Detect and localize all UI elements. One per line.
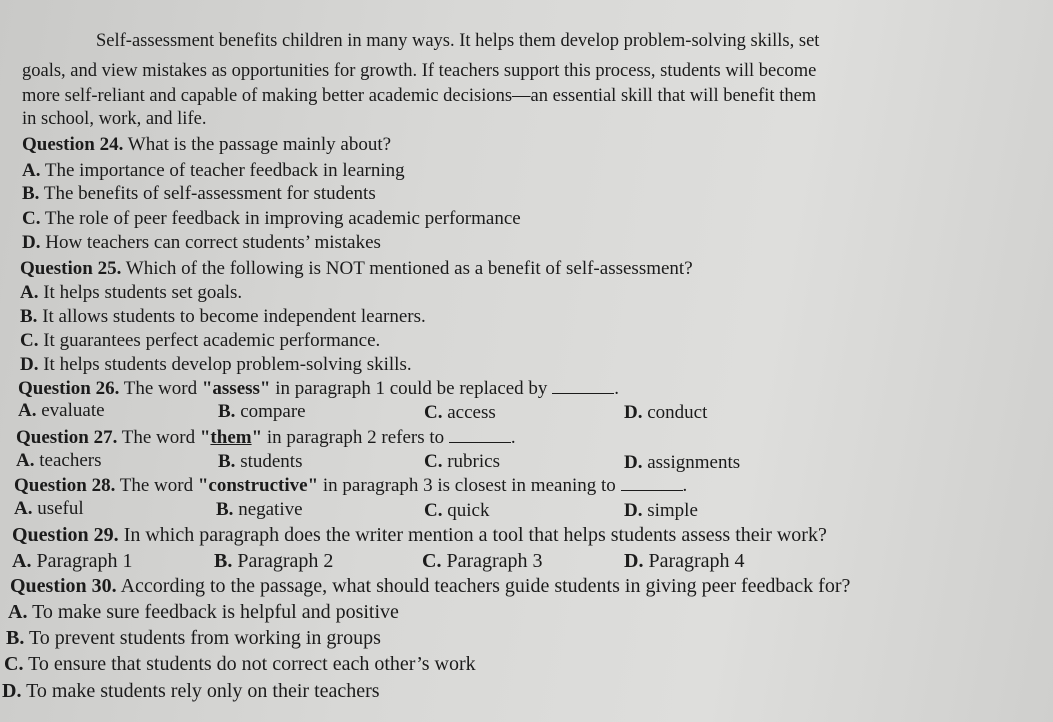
question-29-text: In which paragraph does the writer mention a tool that helps students assess their work? [118, 524, 827, 546]
q24-option-c: C. The role of peer feedback in improving academic performance [22, 208, 521, 229]
q28-option-c: C. quick [424, 500, 490, 521]
q28-option-d: D. simple [624, 500, 698, 521]
q25-option-a: A. It helps students set goals. [20, 282, 243, 303]
q27-option-d: D. assignments [624, 452, 741, 473]
question-27-number: Question 27. [16, 427, 118, 448]
question-30-number: Question 30. [10, 575, 117, 597]
q29-option-c: C. Paragraph 3 [422, 550, 543, 572]
question-27: Question 27. The word "them" in paragraph 2 refers to . [16, 427, 516, 448]
question-28: Question 28. The word "constructive" in paragraph 3 is closest in meaning to . [14, 475, 688, 496]
q27-option-b: B. students [218, 451, 303, 472]
question-29-number: Question 29. [12, 524, 119, 546]
question-25 [20, 258, 693, 280]
q24-option-a: A. The importance of teacher feedback in learning [22, 160, 405, 181]
question-28-keyword: "constructive" [197, 475, 319, 496]
question-28-number: Question 28. [14, 475, 116, 496]
question-27-keyword: them [210, 427, 252, 448]
question-25-number: Question 25. [20, 258, 122, 279]
passage-line-2: goals, and view mistakes as opportunities for growth. If teachers support this process, students will become [22, 61, 817, 81]
question-24-number: Question 24. [22, 134, 124, 155]
q30-option-c: C. To ensure that students do not correct each other’s work [4, 653, 476, 675]
question-24 [22, 134, 391, 156]
q29-option-d: D. Paragraph 4 [624, 550, 745, 572]
q29-option-b: B. Paragraph 2 [214, 550, 334, 572]
question-26-keyword: "assess" [201, 378, 271, 399]
question-24-text: What is the passage mainly about? [123, 134, 392, 155]
q26-option-a: A. evaluate [18, 400, 105, 421]
question-26-number: Question 26. [18, 378, 120, 399]
q30-option-b: B. To prevent students from working in groups [6, 627, 381, 649]
q27-option-c: C. rubrics [424, 451, 500, 472]
q26-option-c: C. access [424, 402, 496, 423]
question-30 [10, 575, 850, 597]
q26-option-b: B. compare [218, 401, 306, 422]
q24-option-b: B. The benefits of self-assessment for students [22, 183, 376, 204]
q26-option-d: D. conduct [624, 402, 708, 423]
answer-blank-27 [449, 428, 511, 443]
question-26: Question 26. The word "assess" in paragraph 1 could be replaced by . [18, 378, 619, 399]
q24-option-d: D. How teachers can correct students’ mistakes [22, 232, 381, 253]
q25-option-c: C. It guarantees perfect academic performance. [20, 330, 381, 351]
q30-option-a: A. To make sure feedback is helpful and positive [8, 601, 399, 623]
q29-option-a: A. Paragraph 1 [12, 550, 133, 572]
passage-line-1: Self-assessment benefits children in many ways. It helps them develop problem-solving skills, set [96, 31, 820, 51]
answer-blank-28 [621, 476, 683, 491]
q28-option-b: B. negative [216, 499, 303, 520]
q30-option-d: D. To make students rely only on their teachers [2, 680, 380, 702]
question-29 [12, 524, 827, 546]
question-30-text: According to the passage, what should teachers guide students in giving peer feedback for? [116, 575, 851, 597]
question-25-text: Which of the following is NOT mentioned as a benefit of self-assessment? [121, 258, 693, 279]
q25-option-d: D. It helps students develop problem-solving skills. [20, 354, 412, 375]
q25-option-b: B. It allows students to become independent learners. [20, 306, 426, 327]
passage-line-4: in school, work, and life. [22, 109, 207, 129]
answer-blank-26 [552, 379, 614, 394]
passage-line-3: more self-reliant and capable of making better academic decisions—an essential skill that will benefit them [22, 86, 817, 106]
q28-option-a: A. useful [14, 498, 84, 519]
q27-option-a: A. teachers [16, 450, 102, 471]
